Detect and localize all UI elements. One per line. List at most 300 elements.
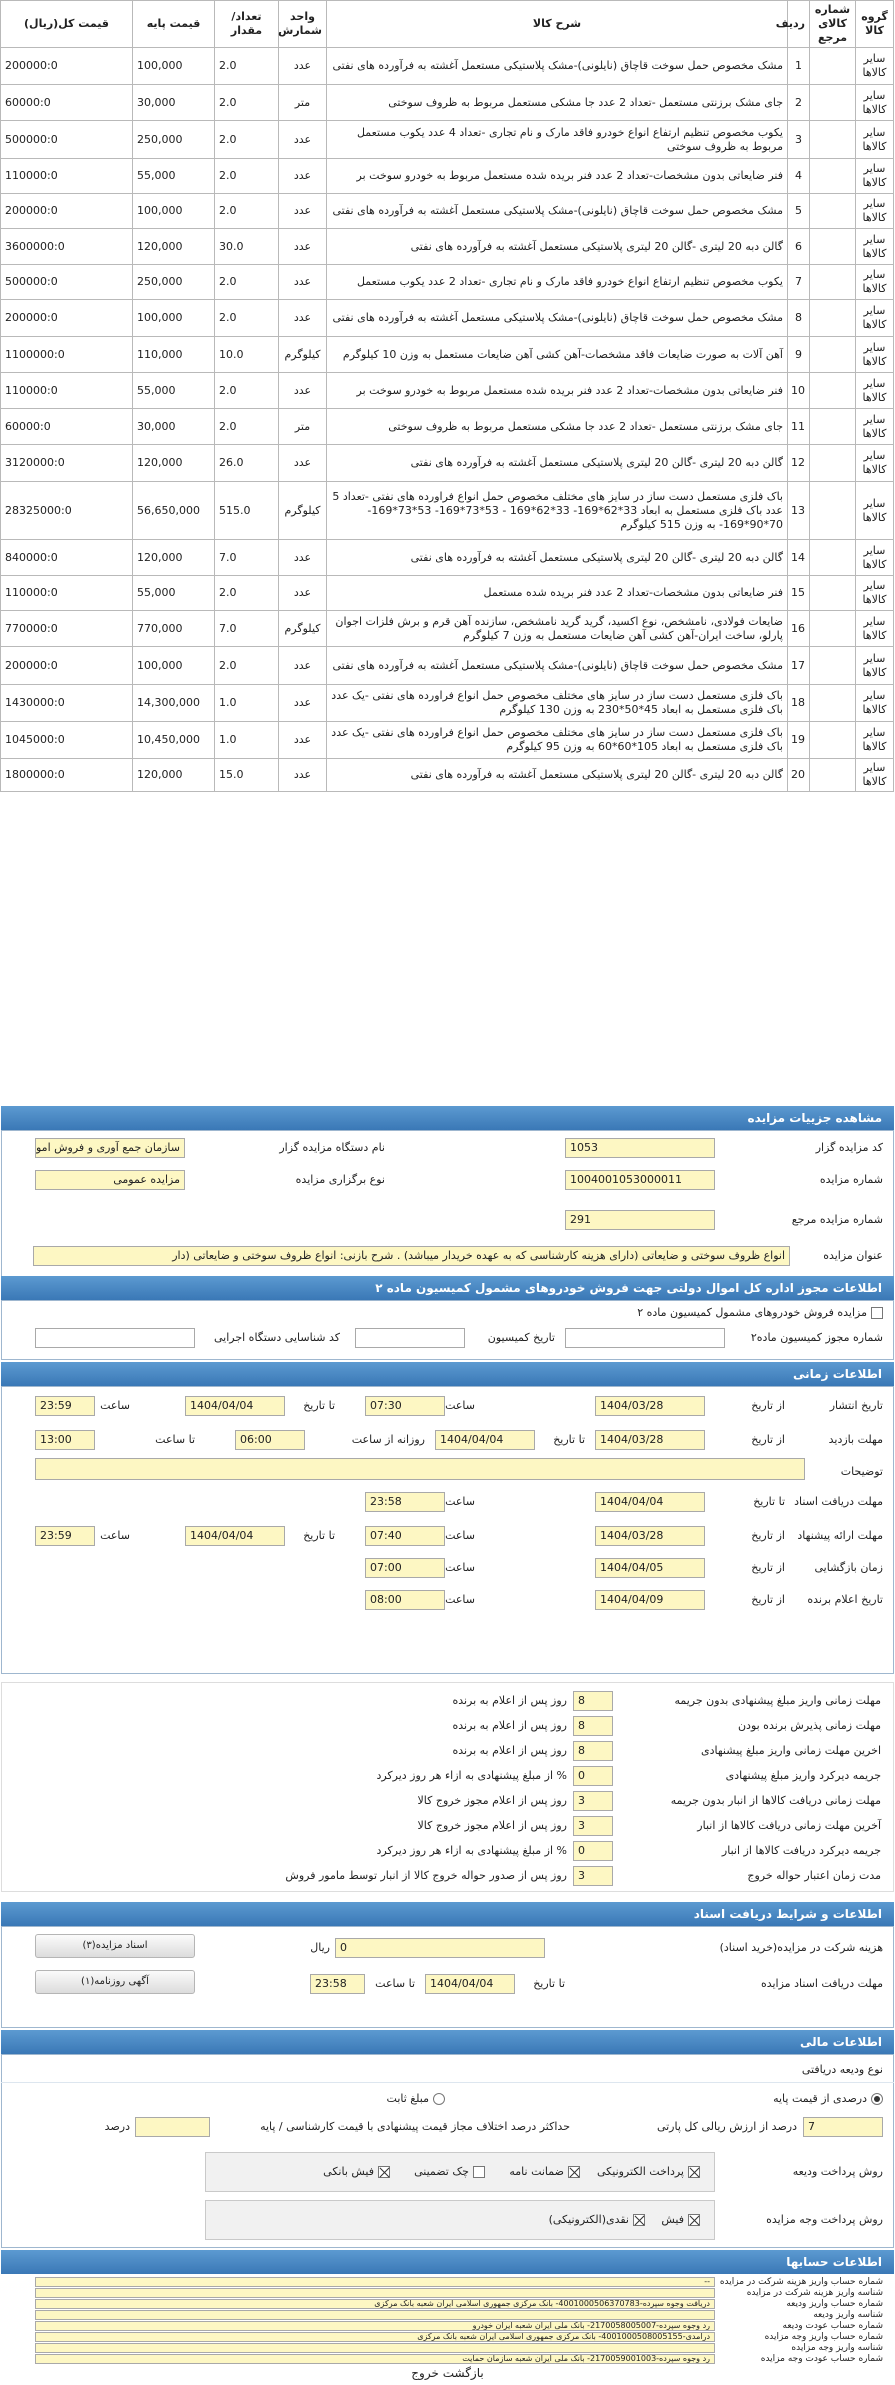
table-cell: عدد bbox=[279, 373, 327, 409]
account-value-field[interactable]: رد وجوه سپرده-2170058005007- بانک ملی ایران شعبه ایران خودرو bbox=[35, 2321, 715, 2331]
notes-label: توضیحات bbox=[840, 1465, 883, 1478]
table-row bbox=[1, 759, 894, 792]
publish-to-field[interactable]: 1404/04/04 bbox=[185, 1396, 285, 1416]
items-col-header: ردیف bbox=[788, 1, 810, 48]
table-cell bbox=[810, 409, 856, 445]
table-cell: عدد bbox=[279, 759, 327, 792]
account-label: شناسه واریز ودیعه bbox=[813, 2310, 883, 2320]
table-cell bbox=[810, 265, 856, 300]
docs-deadline-label: مهلت دریافت اسناد bbox=[794, 1495, 883, 1508]
financial-header: اطلاعات مالی bbox=[1, 2030, 894, 2054]
table-cell: باک فلزی مستعمل دست ساز در سایز های مختلف مخصوص حمل انواع فراورده های نفتی -یک عدد باک فلزی مستعمل به ابعاد 105*60*60 به وزن 95 کیلوگرم bbox=[327, 722, 788, 759]
table-cell: 7.0 bbox=[215, 540, 279, 576]
table-cell: 2.0 bbox=[215, 194, 279, 229]
pay-slip-checkbox[interactable] bbox=[688, 2214, 700, 2226]
table-cell bbox=[810, 337, 856, 373]
table-cell: سایر کالاها bbox=[856, 229, 894, 265]
deadline-label: مهلت زمانی پذیرش برنده بودن bbox=[737, 1719, 881, 1732]
table-cell: عدد bbox=[279, 121, 327, 159]
table-cell: عدد bbox=[279, 445, 327, 482]
items-col-header: شرح کالا bbox=[327, 1, 788, 48]
table-row bbox=[1, 159, 894, 194]
deadlines-section bbox=[1, 1682, 894, 1892]
type-field[interactable]: مزایده عمومی bbox=[35, 1170, 185, 1190]
table-cell: 2.0 bbox=[215, 300, 279, 337]
method-guarantee-label: ضمانت نامه bbox=[509, 2165, 564, 2178]
table-cell: 100,000 bbox=[133, 300, 215, 337]
table-cell: عدد bbox=[279, 229, 327, 265]
table-cell: سایر کالاها bbox=[856, 576, 894, 611]
docs-deadline-cond-label: مهلت دریافت اسناد مزایده bbox=[760, 1977, 883, 1990]
table-cell: سایر کالاها bbox=[856, 482, 894, 540]
table-cell: عدد bbox=[279, 194, 327, 229]
table-cell: 100,000 bbox=[133, 48, 215, 85]
account-label: شماره حساب واریز هزینه شرکت در مزایده bbox=[719, 2277, 883, 2287]
offer-to-field[interactable]: 1404/04/04 bbox=[185, 1526, 285, 1546]
table-cell: 19 bbox=[788, 722, 810, 759]
notes-field[interactable] bbox=[35, 1458, 805, 1480]
method-cheque[interactable] bbox=[414, 2165, 485, 2178]
table-cell: 9 bbox=[788, 337, 810, 373]
deadline-unit: روز پس از اعلام به برنده bbox=[452, 1744, 567, 1757]
table-cell: عدد bbox=[279, 685, 327, 722]
table-cell: عدد bbox=[279, 265, 327, 300]
permit-checkbox[interactable] bbox=[871, 1307, 883, 1319]
publish-label: تاریخ انتشار bbox=[829, 1399, 883, 1412]
table-cell bbox=[810, 722, 856, 759]
deadline-value-field[interactable]: 8 bbox=[573, 1741, 613, 1761]
fixed-option-label: مبلغ ثابت bbox=[386, 2092, 429, 2105]
table-cell: عدد bbox=[279, 576, 327, 611]
table-cell: سایر کالاها bbox=[856, 300, 894, 337]
docs-time-field[interactable]: 23:58 bbox=[365, 1492, 445, 1512]
table-cell: 16 bbox=[788, 611, 810, 647]
table-cell: 55,000 bbox=[133, 159, 215, 194]
account-value-field[interactable] bbox=[35, 2343, 715, 2353]
opening-time-field[interactable]: 07:00 bbox=[365, 1558, 445, 1578]
table-row bbox=[1, 445, 894, 482]
table-cell bbox=[810, 685, 856, 722]
table-cell: 120,000 bbox=[133, 540, 215, 576]
table-cell: 2.0 bbox=[215, 265, 279, 300]
deadline-unit: روز پس از اعلام به برنده bbox=[452, 1694, 567, 1707]
table-cell: کیلوگرم bbox=[279, 337, 327, 373]
table-cell: 120,000 bbox=[133, 445, 215, 482]
table-cell: 55,000 bbox=[133, 576, 215, 611]
items-col-header: قیمت کل(ریال) bbox=[1, 1, 133, 48]
deadline-value-field[interactable]: 8 bbox=[573, 1716, 613, 1736]
table-cell bbox=[810, 373, 856, 409]
deadline-unit: روز پس از اعلام مجوز خروج کالا bbox=[417, 1794, 567, 1807]
fixed-option[interactable] bbox=[387, 2092, 445, 2105]
org-label: نام دستگاه مزایده گزار bbox=[279, 1141, 385, 1154]
fixed-radio[interactable] bbox=[433, 2093, 445, 2105]
docs-cond-time-label: تا ساعت bbox=[375, 1977, 415, 1990]
table-cell: عدد bbox=[279, 722, 327, 759]
table-cell: 4 bbox=[788, 159, 810, 194]
table-cell: 2.0 bbox=[215, 373, 279, 409]
method-cheque-checkbox[interactable] bbox=[473, 2166, 485, 2178]
deadline-label: مهلت زمانی واریز مبلغ پیشنهادی بدون جریمه bbox=[674, 1694, 881, 1707]
account-value-field[interactable] bbox=[35, 2310, 715, 2320]
org-field[interactable]: سازمان جمع آوری و فروش امو bbox=[35, 1138, 185, 1158]
table-cell: سایر کالاها bbox=[856, 121, 894, 159]
account-value-field[interactable]: -- bbox=[35, 2277, 715, 2287]
deadline-label: آخرین مهلت زمانی دریافت کالاها از انبار bbox=[697, 1819, 881, 1832]
table-cell: 200000:0 bbox=[1, 300, 133, 337]
table-cell: 15.0 bbox=[215, 759, 279, 792]
fee-field[interactable]: 0 bbox=[335, 1938, 545, 1958]
method-bank-slip-label: فیش بانکی bbox=[323, 2165, 374, 2178]
table-cell: 6 bbox=[788, 229, 810, 265]
items-table bbox=[0, 0, 894, 792]
percent-option-label: درصدی از قیمت پایه bbox=[773, 2092, 867, 2105]
table-cell: باک فلزی مستعمل دست ساز در سایز های مختلف مخصوص حمل انواع فراورده های نفتی -تعداد 5 عدد باک فلزی مستعمل به ابعاد 33*62*169- 33*62*169 - 53*73*169- 53*73*169- 70*90*169- به وزن 515 کیلوگرم bbox=[327, 482, 788, 540]
table-cell: 13 bbox=[788, 482, 810, 540]
table-row bbox=[1, 576, 894, 611]
table-cell: یکوب مخصوص تنظیم ارتفاع انواع خودرو فاقد مارک و نام تجاری -تعداد 4 عدد یکوب مستعمل مربوط به ظروف سوختی bbox=[327, 121, 788, 159]
auction-code-field[interactable]: 1053 bbox=[565, 1138, 715, 1158]
table-row bbox=[1, 409, 894, 445]
docs-to-label: تا تاریخ bbox=[753, 1495, 785, 1508]
visit-from-label: از تاریخ bbox=[751, 1433, 785, 1446]
conditions-header: اطلاعات و شرایط دریافت اسناد bbox=[1, 1902, 894, 1926]
docs-cond-date-field[interactable]: 1404/04/04 bbox=[425, 1974, 515, 1994]
items-col-header: واحد شمارش bbox=[279, 1, 327, 48]
items-col-header: قیمت پایه bbox=[133, 1, 215, 48]
table-cell: 14,300,000 bbox=[133, 685, 215, 722]
account-label: شماره حساب واریز وجه مزایده bbox=[764, 2332, 883, 2342]
table-cell: فنر ضایعاتی بدون مشخصات-تعداد 2 عدد فنر بریده شده مستعمل مربوط به خودرو سوخت بر bbox=[327, 373, 788, 409]
table-row bbox=[1, 229, 894, 265]
table-cell: کیلوگرم bbox=[279, 611, 327, 647]
publish-from-time-label: ساعت bbox=[445, 1399, 475, 1412]
table-cell: فنر ضایعاتی بدون مشخصات-تعداد 2 عدد فنر بریده شده مستعمل مربوط به خودرو سوخت بر bbox=[327, 159, 788, 194]
method-bank-slip[interactable] bbox=[323, 2165, 390, 2178]
table-cell bbox=[810, 300, 856, 337]
pay-cash-label: نقدی(الکترونیکی) bbox=[548, 2213, 629, 2226]
table-row bbox=[1, 722, 894, 759]
visit-daily-to-field[interactable]: 13:00 bbox=[35, 1430, 95, 1450]
visit-to-label: تا تاریخ bbox=[553, 1433, 585, 1446]
table-cell: 2.0 bbox=[215, 647, 279, 685]
offer-from-time-field[interactable]: 07:40 bbox=[365, 1526, 445, 1546]
percent-text: درصد از ارزش ریالی کل پارتی bbox=[656, 2120, 797, 2133]
visit-daily-from-field[interactable]: 06:00 bbox=[235, 1430, 305, 1450]
table-cell: 8 bbox=[788, 300, 810, 337]
table-cell: 30,000 bbox=[133, 85, 215, 121]
permit-date-label: تاریخ کمیسیون bbox=[487, 1331, 555, 1344]
table-row bbox=[1, 337, 894, 373]
max-diff-text: حداکثر درصد اختلاف مجاز قیمت پیشنهادی با قیمت کارشناسی / پایه bbox=[260, 2120, 570, 2133]
publish-to-time-field[interactable]: 23:59 bbox=[35, 1396, 95, 1416]
table-row bbox=[1, 540, 894, 576]
table-cell: عدد bbox=[279, 647, 327, 685]
table-row bbox=[1, 194, 894, 229]
account-label: شماره حساب عودت ودیعه bbox=[782, 2321, 883, 2331]
deadline-value-field[interactable]: 8 bbox=[573, 1691, 613, 1711]
table-cell: 15 bbox=[788, 576, 810, 611]
table-row bbox=[1, 265, 894, 300]
table-cell: 10,450,000 bbox=[133, 722, 215, 759]
table-cell: سایر کالاها bbox=[856, 48, 894, 85]
table-cell: 11 bbox=[788, 409, 810, 445]
deadline-label: جریمه دیرکرد دریافت کالاها از انبار bbox=[721, 1844, 881, 1857]
table-cell: 110000:0 bbox=[1, 576, 133, 611]
table-cell bbox=[810, 482, 856, 540]
timing-header: اطلاعات زمانی bbox=[1, 1362, 894, 1386]
publish-from-time-field[interactable]: 07:30 bbox=[365, 1396, 445, 1416]
visit-daily-to-label: تا ساعت bbox=[155, 1433, 195, 1446]
winner-date-field[interactable]: 1404/04/09 bbox=[595, 1590, 705, 1610]
table-cell: 60000:0 bbox=[1, 409, 133, 445]
winner-label: تاریخ اعلام برنده bbox=[807, 1593, 883, 1606]
items-table-header bbox=[1, 1, 894, 48]
table-cell: 1.0 bbox=[215, 722, 279, 759]
table-cell: 2.0 bbox=[215, 48, 279, 85]
permit-check-label: مزایده فروش خودروهای مشمول کمیسیون ماده ۲ bbox=[637, 1306, 867, 1319]
table-cell: 56,650,000 bbox=[133, 482, 215, 540]
offer-label: مهلت ارائه پیشنهاد bbox=[797, 1529, 883, 1542]
deadline-value-field[interactable]: 3 bbox=[573, 1866, 613, 1886]
publish-from-field[interactable]: 1404/03/28 bbox=[595, 1396, 705, 1416]
table-cell: سایر کالاها bbox=[856, 194, 894, 229]
table-row bbox=[1, 373, 894, 409]
opening-date-field[interactable]: 1404/04/05 bbox=[595, 1558, 705, 1578]
table-cell: 20 bbox=[788, 759, 810, 792]
percent-value-field[interactable]: 7 bbox=[803, 2117, 883, 2137]
winner-time-label: ساعت bbox=[445, 1593, 475, 1606]
method-bank-slip-checkbox[interactable] bbox=[378, 2166, 390, 2178]
table-cell: 7.0 bbox=[215, 611, 279, 647]
table-cell: سایر کالاها bbox=[856, 445, 894, 482]
deadline-unit: % از مبلغ پیشنهادی به ازاء هر روز دیرکرد bbox=[376, 1769, 567, 1782]
payment-method-label: روش پرداخت وجه مزایده bbox=[766, 2213, 883, 2226]
table-cell: 250,000 bbox=[133, 121, 215, 159]
fee-unit: ریال bbox=[310, 1941, 330, 1954]
deadline-value-field[interactable]: 3 bbox=[573, 1791, 613, 1811]
table-cell: 2.0 bbox=[215, 85, 279, 121]
table-cell: 7 bbox=[788, 265, 810, 300]
table-cell: 120,000 bbox=[133, 229, 215, 265]
exec-code-label: کد شناسایی دستگاه اجرایی bbox=[213, 1331, 340, 1344]
account-value-field[interactable]: رد وجوه سپرده-2170059001003- بانک ملی ایران شعبه سازمان حمایت bbox=[35, 2354, 715, 2364]
newspaper-ad-button[interactable]: آگهی روزنامه(۱) bbox=[35, 1970, 195, 1994]
table-cell: 1100000:0 bbox=[1, 337, 133, 373]
table-cell: گالن دبه 20 لیتری -گالن 20 لیتری پلاستیکی مستعمل آغشته به فرآورده های نفتی bbox=[327, 759, 788, 792]
percent-option[interactable] bbox=[773, 2092, 883, 2105]
table-cell: 12 bbox=[788, 445, 810, 482]
table-cell: 17 bbox=[788, 647, 810, 685]
table-cell: متر bbox=[279, 409, 327, 445]
method-electronic-checkbox[interactable] bbox=[688, 2166, 700, 2178]
table-cell: مشک مخصوص حمل سوخت قاچاق (نایلونی)-مشک پلاستیکی مستعمل آغشته به فرآورده های نفتی bbox=[327, 48, 788, 85]
financial-divider bbox=[1, 2082, 894, 2083]
offer-to-time-field[interactable]: 23:59 bbox=[35, 1526, 95, 1546]
table-cell: سایر کالاها bbox=[856, 159, 894, 194]
auction-number-label: شماره مزایده bbox=[819, 1173, 883, 1186]
permit-check-row[interactable] bbox=[637, 1306, 883, 1319]
offer-to-time-label: ساعت bbox=[100, 1529, 130, 1542]
deadline-unit: روز پس از اعلام مجوز خروج کالا bbox=[417, 1819, 567, 1832]
footer-links bbox=[0, 2366, 895, 2380]
offer-to-label: تا تاریخ bbox=[303, 1529, 335, 1542]
table-cell: 1045000:0 bbox=[1, 722, 133, 759]
max-diff-unit: درصد bbox=[104, 2120, 130, 2133]
type-label: نوع برگزاری مزایده bbox=[295, 1173, 385, 1186]
deposit-method-label: روش پرداخت ودیعه bbox=[792, 2165, 883, 2178]
table-cell: عدد bbox=[279, 48, 327, 85]
table-cell: 200000:0 bbox=[1, 48, 133, 85]
table-cell: سایر کالاها bbox=[856, 647, 894, 685]
table-cell: 55,000 bbox=[133, 373, 215, 409]
table-cell: عدد bbox=[279, 159, 327, 194]
account-label: شناسه واریز وجه مزایده bbox=[791, 2343, 883, 2353]
table-row bbox=[1, 611, 894, 647]
table-cell bbox=[810, 540, 856, 576]
method-cheque-label: چک تضمینی bbox=[414, 2165, 469, 2178]
table-cell: 30,000 bbox=[133, 409, 215, 445]
table-cell: مشک مخصوص حمل سوخت قاچاق (نایلونی)-مشک پلاستیکی مستعمل آغشته به فرآورده های نفتی bbox=[327, 194, 788, 229]
offer-from-field[interactable]: 1404/03/28 bbox=[595, 1526, 705, 1546]
opening-time-label: ساعت bbox=[445, 1561, 475, 1574]
items-col-header: شماره کالای مرجع bbox=[810, 1, 856, 48]
deadline-unit: روز پس از صدور حواله خروج کالا از انبار توسط مامور فروش bbox=[285, 1869, 567, 1882]
pay-slip[interactable] bbox=[661, 2213, 700, 2226]
table-cell: 250,000 bbox=[133, 265, 215, 300]
auction-code-label: کد مزایده گزار bbox=[815, 1141, 883, 1154]
docs-to-field[interactable]: 1404/04/04 bbox=[595, 1492, 705, 1512]
table-cell: 200000:0 bbox=[1, 647, 133, 685]
docs-cond-to-label: تا تاریخ bbox=[533, 1977, 565, 1990]
account-label: شناسه واریز هزینه شرکت در مزایده bbox=[746, 2288, 883, 2298]
table-cell: سایر کالاها bbox=[856, 373, 894, 409]
table-cell: 2.0 bbox=[215, 121, 279, 159]
table-cell: 3120000:0 bbox=[1, 445, 133, 482]
back-link[interactable]: بازگشت bbox=[442, 2366, 484, 2380]
account-label: شماره حساب واریز ودیعه bbox=[786, 2299, 883, 2309]
items-col-header: تعداد/مقدار bbox=[215, 1, 279, 48]
deadline-label: جریمه دیرکرد واریز مبلغ پیشنهادی bbox=[725, 1769, 881, 1782]
table-cell: 100,000 bbox=[133, 647, 215, 685]
table-cell: عدد bbox=[279, 300, 327, 337]
table-row bbox=[1, 647, 894, 685]
table-cell: 10 bbox=[788, 373, 810, 409]
account-value-field[interactable]: درآمدی-4001000508005155- بانک مرکزی جمهوری اسلامی ایران شعبه بانک مرکزی bbox=[35, 2332, 715, 2342]
table-row bbox=[1, 300, 894, 337]
accounts-header: اطلاعات حسابها bbox=[1, 2250, 894, 2274]
method-guarantee[interactable] bbox=[509, 2165, 580, 2178]
table-cell: متر bbox=[279, 85, 327, 121]
permit-no-label: شماره مجوز کمیسیون ماده۲ bbox=[750, 1331, 883, 1344]
table-cell: 2.0 bbox=[215, 159, 279, 194]
deadline-value-field[interactable]: 0 bbox=[573, 1841, 613, 1861]
table-cell: 770,000 bbox=[133, 611, 215, 647]
method-electronic-label: پرداخت الکترونیکی bbox=[597, 2165, 684, 2178]
visit-from-field[interactable]: 1404/03/28 bbox=[595, 1430, 705, 1450]
winner-date-label: از تاریخ bbox=[751, 1593, 785, 1606]
exec-code-field[interactable] bbox=[35, 1328, 195, 1348]
table-cell: 515.0 bbox=[215, 482, 279, 540]
table-row bbox=[1, 48, 894, 85]
docs-cond-time-field[interactable]: 23:58 bbox=[310, 1974, 365, 1994]
table-cell: یکوب مخصوص تنظیم ارتفاع انواع خودرو فاقد مارک و نام تجاری -تعداد 2 عدد یکوب مستعمل bbox=[327, 265, 788, 300]
permit-date-field[interactable] bbox=[355, 1328, 465, 1348]
opening-label: زمان بازگشایی bbox=[814, 1561, 883, 1574]
visit-to-field[interactable]: 1404/04/04 bbox=[435, 1430, 535, 1450]
method-electronic[interactable] bbox=[597, 2165, 700, 2178]
pay-cash[interactable] bbox=[549, 2213, 645, 2226]
exit-link[interactable]: خروج bbox=[411, 2366, 439, 2380]
pay-cash-checkbox[interactable] bbox=[633, 2214, 645, 2226]
table-cell: 30.0 bbox=[215, 229, 279, 265]
table-cell: 60000:0 bbox=[1, 85, 133, 121]
table-cell: گالن دبه 20 لیتری -گالن 20 لیتری پلاستیکی مستعمل آغشته به فرآورده های نفتی bbox=[327, 229, 788, 265]
details-header: مشاهده جزییات مزایده bbox=[1, 1106, 894, 1130]
publish-from-label: از تاریخ bbox=[751, 1399, 785, 1412]
table-cell: 110000:0 bbox=[1, 373, 133, 409]
table-cell: 1 bbox=[788, 48, 810, 85]
winner-time-field[interactable]: 08:00 bbox=[365, 1590, 445, 1610]
title-field[interactable]: انواع ظروف سوختی و ضایعاتی (دارای هزینه کارشناسی که به عهده خریدار میباشد) . شرح بازنی: انواع ظروف سوختی و ضایعاتی (دار bbox=[33, 1246, 790, 1266]
table-cell: باک فلزی مستعمل دست ساز در سایز های مختلف مخصوص حمل انواع فراورده های نفتی -یک عدد باک فلزی مستعمل به ابعاد 45*50*230 به وزن 130 کیلوگرم bbox=[327, 685, 788, 722]
deadline-value-field[interactable]: 0 bbox=[573, 1766, 613, 1786]
docs-time-label: ساعت bbox=[445, 1495, 475, 1508]
auction-number-field[interactable]: 1004001053000011 bbox=[565, 1170, 715, 1190]
table-cell: 500000:0 bbox=[1, 121, 133, 159]
ref-number-field[interactable]: 291 bbox=[565, 1210, 715, 1230]
table-cell: سایر کالاها bbox=[856, 759, 894, 792]
table-cell: سایر کالاها bbox=[856, 540, 894, 576]
table-cell: سایر کالاها bbox=[856, 409, 894, 445]
table-cell: 3600000:0 bbox=[1, 229, 133, 265]
table-cell: کیلوگرم bbox=[279, 482, 327, 540]
account-label: شماره حساب عودت وجه مزایده bbox=[760, 2354, 883, 2364]
percent-radio[interactable] bbox=[871, 2093, 883, 2105]
deadline-value-field[interactable]: 3 bbox=[573, 1816, 613, 1836]
table-cell: ضایعات فولادی، نامشخص، نوع اکسید، گرید گرید نامشخص، سازنده آهن قرم و برش فلزات اجوان پارلو، ساخت ایران-آهن کشی آهن ضایعات مستعمل به وزن 7 کیلوگرم bbox=[327, 611, 788, 647]
account-value-field[interactable]: دریافت وجوه سپرده-4001000506370783- بانک مرکزی جمهوری اسلامی ایران شعبه بانک مرکزی bbox=[35, 2299, 715, 2309]
table-cell bbox=[810, 48, 856, 85]
deadline-unit: % از مبلغ پیشنهادی به ازاء هر روز دیرکرد bbox=[376, 1844, 567, 1857]
table-cell: گالن دبه 20 لیتری -گالن 20 لیتری پلاستیکی مستعمل آغشته به فرآورده های نفتی bbox=[327, 445, 788, 482]
visit-label: مهلت بازدید bbox=[828, 1433, 883, 1446]
account-value-field[interactable] bbox=[35, 2288, 715, 2298]
table-cell: 200000:0 bbox=[1, 194, 133, 229]
auction-docs-button[interactable]: اسناد مزایده(۳) bbox=[35, 1934, 195, 1958]
table-row bbox=[1, 85, 894, 121]
table-cell: فنر ضایعاتی بدون مشخصات-تعداد 2 عدد فنر بریده شده مستعمل bbox=[327, 576, 788, 611]
table-cell bbox=[810, 229, 856, 265]
pay-slip-label: فیش bbox=[661, 2213, 684, 2226]
publish-to-time-label: ساعت bbox=[100, 1399, 130, 1412]
method-guarantee-checkbox[interactable] bbox=[568, 2166, 580, 2178]
table-cell: آهن آلات به صورت ضایعات فاقد مشخصات-آهن کشی آهن ضایعات مستعمل به وزن 10 کیلوگرم bbox=[327, 337, 788, 373]
table-cell: سایر کالاها bbox=[856, 611, 894, 647]
table-cell: 840000:0 bbox=[1, 540, 133, 576]
table-cell: سایر کالاها bbox=[856, 337, 894, 373]
table-cell bbox=[810, 445, 856, 482]
table-cell bbox=[810, 759, 856, 792]
deadline-unit: روز پس از اعلام به برنده bbox=[452, 1719, 567, 1732]
offer-from-label: از تاریخ bbox=[751, 1529, 785, 1542]
table-cell: 500000:0 bbox=[1, 265, 133, 300]
table-cell: سایر کالاها bbox=[856, 722, 894, 759]
table-cell: گالن دبه 20 لیتری -گالن 20 لیتری پلاستیکی مستعمل آغشته به فرآورده های نفتی bbox=[327, 540, 788, 576]
permit-no-field[interactable] bbox=[565, 1328, 725, 1348]
max-diff-field[interactable] bbox=[135, 2117, 210, 2137]
table-cell: سایر کالاها bbox=[856, 85, 894, 121]
